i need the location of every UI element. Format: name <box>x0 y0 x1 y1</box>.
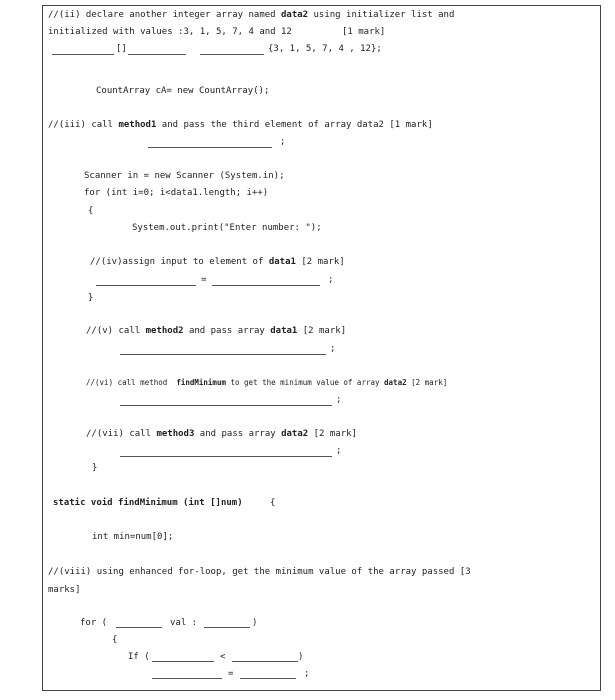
semicolon: ; <box>330 344 336 354</box>
min-init-line: int min=num[0]; <box>92 532 174 542</box>
initializer-values: {3, 1, 5, 7, 4 , 12}; <box>268 44 382 54</box>
semicolon: ; <box>336 446 342 456</box>
answer-blank-name[interactable] <box>128 54 186 55</box>
answer-blank-iii[interactable] <box>148 147 272 148</box>
equals-sign: = <box>228 669 234 679</box>
section-viii-line1: //(viii) using enhanced for-loop, get the minimum value of the array passed [3 <box>48 567 471 577</box>
section-v-text: //(v) call method2 and pass array data1 [2 mark] <box>86 326 347 336</box>
equals-sign: = <box>201 275 207 285</box>
section-viii-line2: marks] <box>48 585 81 595</box>
semicolon: ; <box>304 669 310 679</box>
section-iii-text: //(iii) call method1 and pass the third element of array data2 [1 mark] <box>48 120 433 130</box>
scanner-line: Scanner in = new Scanner (System.in); <box>84 171 285 181</box>
answer-blank-loop-array[interactable] <box>204 627 250 628</box>
answer-blank-if-left[interactable] <box>152 661 214 662</box>
semicolon: ; <box>328 275 334 285</box>
for-keyword: for ( <box>80 618 108 628</box>
brackets-text: [] <box>116 44 127 54</box>
answer-blank-vi[interactable] <box>120 405 332 406</box>
answer-blank-loop-type[interactable] <box>116 627 162 628</box>
answer-blank-new[interactable] <box>200 54 264 55</box>
if-keyword: If ( <box>128 652 150 662</box>
answer-blank-iv-right[interactable] <box>212 285 320 286</box>
answer-blank-assign-right[interactable] <box>240 678 296 679</box>
answer-blank-iv-left[interactable] <box>96 285 196 286</box>
close-paren: ) <box>252 618 258 628</box>
open-brace: { <box>112 635 118 645</box>
semicolon: ; <box>280 137 286 147</box>
answer-blank-if-right[interactable] <box>232 661 298 662</box>
find-minimum-signature: static void findMinimum (int []num) <box>53 498 243 508</box>
close-brace: } <box>88 293 94 303</box>
answer-blank-assign-left[interactable] <box>152 678 222 679</box>
section-ii-line2: initialized with values :3, 1, 5, 7, 4 and 12 <box>48 27 292 37</box>
semicolon: ; <box>336 395 342 405</box>
section-ii-mark: [1 mark] <box>342 27 386 37</box>
section-ii-line1: //(ii) declare another integer array named data2 using initializer list and <box>48 10 455 20</box>
answer-blank-v[interactable] <box>120 354 326 355</box>
section-vii-text: //(vii) call method3 and pass array data2 [2 mark] <box>86 429 357 439</box>
question-frame <box>42 5 601 691</box>
print-line: System.out.print("Enter number: "); <box>132 223 322 233</box>
close-brace: } <box>92 463 98 473</box>
for-line: for (int i=0; i<data1.length; i++) <box>84 188 269 198</box>
answer-blank-type[interactable] <box>52 54 114 55</box>
section-iv-text: //(iv)assign input to element of data1 [2 mark] <box>90 257 345 267</box>
less-than-sign: < <box>220 652 226 662</box>
section-vi-text: //(vi) call method findMinimum to get the minimum value of array data2 [2 mark] <box>86 378 448 387</box>
object-creation-line: CountArray cA= new CountArray(); <box>96 86 270 96</box>
answer-blank-vii[interactable] <box>120 456 332 457</box>
open-brace: { <box>270 498 276 508</box>
close-paren: ) <box>298 652 304 662</box>
open-brace: { <box>88 206 94 216</box>
val-keyword: val : <box>170 618 198 628</box>
